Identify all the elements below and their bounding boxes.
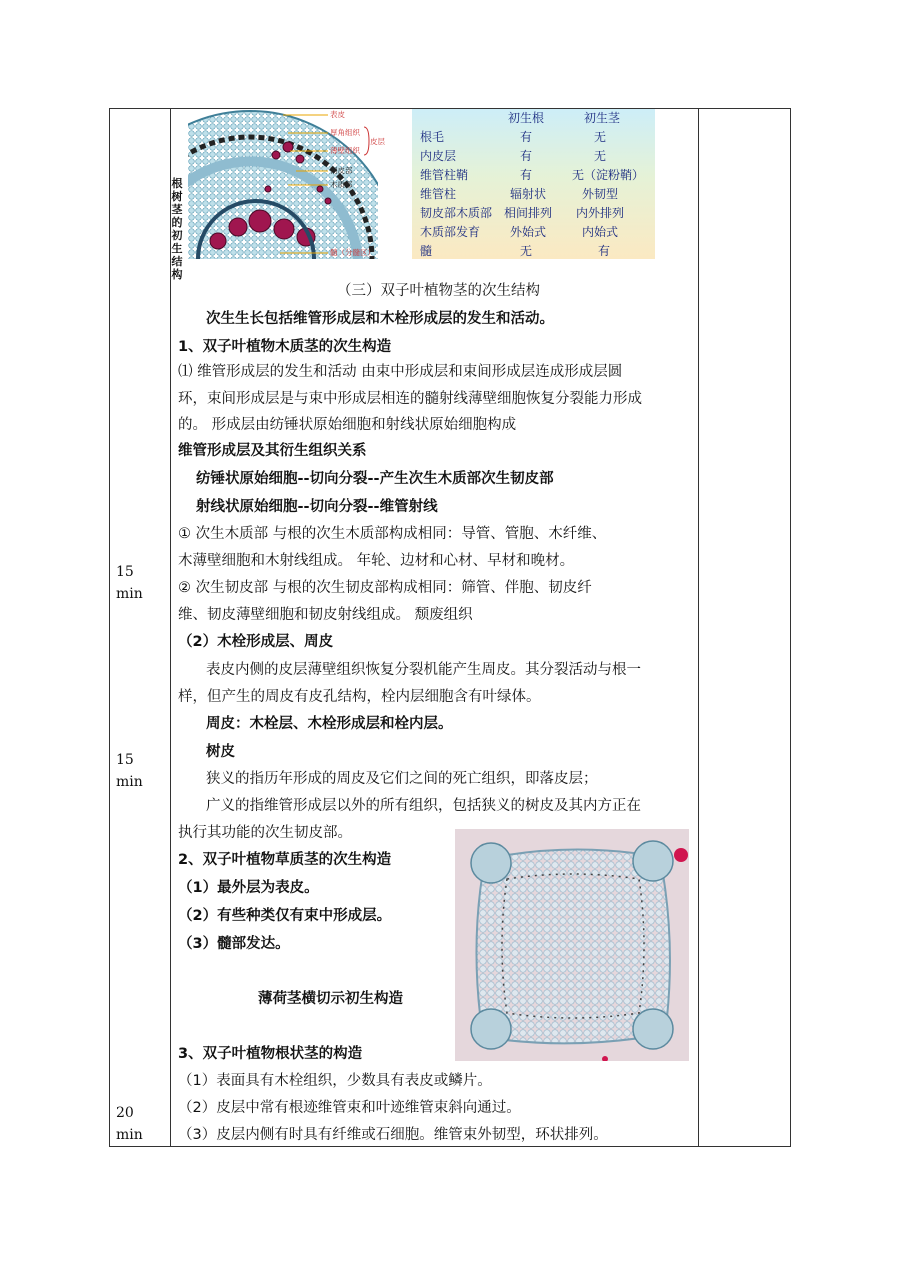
- text-line: 样，但产生的周皮有皮孔结构，栓内层细胞含有叶绿体。: [178, 689, 541, 705]
- cmp-cell: 韧皮部木质部: [420, 206, 493, 220]
- text-line: （1）最外层为表皮。: [178, 880, 319, 896]
- text-line: 射线状原始细胞--切向分裂--维管射线: [196, 499, 438, 515]
- fig-label: 薄壁组织: [330, 146, 360, 155]
- subheading: 1、双子叶植物木质茎的次生构造: [178, 339, 392, 355]
- text-line: 木薄壁细胞和木射线组成。 年轮、边材和心材、早材和晚材。: [178, 553, 575, 569]
- fig-label: 厚角组织: [330, 128, 360, 137]
- mint-stem-micrograph: [455, 829, 689, 1061]
- cmp-cell: 维管柱鞘: [420, 168, 469, 182]
- text-line: 纺锤状原始细胞--切向分裂--产生次生木质部次生韧皮部: [196, 471, 554, 487]
- time-label: 15 min: [116, 752, 143, 790]
- cmp-cell: 无（淀粉鞘）: [572, 168, 645, 182]
- text-line: 周皮：木栓层、木栓形成层和栓内层。: [206, 716, 453, 732]
- cmp-cell: 有: [520, 168, 533, 182]
- section-heading: （三）双子叶植物茎的次生结构: [337, 283, 540, 299]
- cmp-cell: 内皮层: [420, 149, 457, 163]
- cmp-cell: 辐射状: [510, 187, 547, 201]
- cmp-header: 初生根: [508, 111, 545, 125]
- text-line: （3）髓部发达。: [178, 936, 290, 952]
- time-label: 20 min: [116, 1105, 143, 1143]
- cmp-cell: 有: [520, 130, 533, 144]
- text-line: 环，束间形成层是与束中形成层相连的髓射线薄壁细胞恢复分裂能力形成: [178, 391, 642, 407]
- time-label: 15 min: [116, 564, 143, 602]
- text-line: （2）有些种类仅有束中形成层。: [178, 908, 392, 924]
- text-line: ② 次生韧皮部 与根的次生韧皮部构成相同：筛管、伴胞、韧皮纤: [178, 580, 592, 596]
- lesson-table: [109, 108, 791, 1147]
- text-line: ① 次生木质部 与根的次生木质部构成相同：导管、管胞、木纤维、: [178, 526, 607, 542]
- text-line: 次生生长包括维管形成层和木栓形成层的发生和活动。: [206, 311, 554, 327]
- cmp-cell: 有: [520, 149, 533, 163]
- subheading: 树皮: [206, 744, 235, 760]
- cmp-cell: 有: [598, 244, 611, 258]
- cmp-cell: 髓: [420, 244, 433, 258]
- text-line: 广义的指维管形成层以外的所有组织，包括狭义的树皮及其内方正在: [206, 798, 641, 814]
- text-line: 的。 形成层由纺锤状原始细胞和射线状原始细胞构成: [178, 417, 517, 433]
- text-line: 维、韧皮薄壁细胞和韧皮射线组成。 颓废组织: [178, 607, 473, 623]
- root-stem-comparison-table: [412, 109, 655, 259]
- cmp-cell: 内始式: [582, 225, 619, 239]
- figure-side-label: 根树茎的初生结构: [171, 177, 183, 281]
- cmp-cell: 根毛: [420, 130, 445, 144]
- subheading: （2）木栓形成层、周皮: [178, 634, 334, 650]
- fig-label: 髓（分髓区）: [330, 248, 375, 257]
- subheading: 维管形成层及其衍生组织关系: [178, 443, 367, 459]
- text-line: 狭义的指历年形成的周皮及它们之间的死亡组织，即落皮层；: [206, 771, 598, 787]
- text-line: ⑴ 维管形成层的发生和活动 由束中形成层和束间形成层连成形成层圆: [178, 364, 623, 380]
- text-line: （2）皮层中常有根迹维管束和叶迹维管束斜向通过。: [178, 1100, 521, 1116]
- cmp-cell: 无: [594, 130, 607, 144]
- cmp-header: 初生茎: [584, 111, 621, 125]
- cmp-cell: 外始式: [510, 225, 547, 239]
- cmp-cell: 维管柱: [420, 187, 457, 201]
- cmp-cell: 木质部发育: [420, 225, 481, 239]
- text-line: 表皮内侧的皮层薄壁组织恢复分裂机能产生周皮。其分裂活动与根一: [206, 662, 641, 678]
- text-line: （1）表面具有木栓组织，少数具有表皮或鳞片。: [178, 1073, 492, 1089]
- root-stem-micrograph: [188, 109, 385, 259]
- fig-label: 木质部: [330, 180, 353, 189]
- text-line: （3）皮层内侧有时具有纤维或石细胞。维管束外韧型，环状排列。: [178, 1127, 608, 1143]
- cmp-cell: 外韧型: [582, 187, 619, 201]
- text-line: 执行其功能的次生韧皮部。: [178, 825, 352, 841]
- cmp-cell: 相间排列: [504, 206, 553, 220]
- cmp-cell: 内外排列: [576, 206, 625, 220]
- column-divider: [698, 109, 699, 1146]
- figure-caption: 薄荷茎横切示初生构造: [258, 991, 403, 1007]
- cmp-cell: 无: [520, 244, 533, 258]
- cmp-cell: 无: [594, 149, 607, 163]
- subheading: 2、双子叶植物草质茎的次生构造: [178, 852, 392, 868]
- subheading: 3、双子叶植物根状茎的构造: [178, 1046, 363, 1062]
- fig-label: 韧皮部: [330, 166, 353, 175]
- fig-label: 表皮: [330, 110, 345, 119]
- fig-label: 皮层: [370, 137, 385, 146]
